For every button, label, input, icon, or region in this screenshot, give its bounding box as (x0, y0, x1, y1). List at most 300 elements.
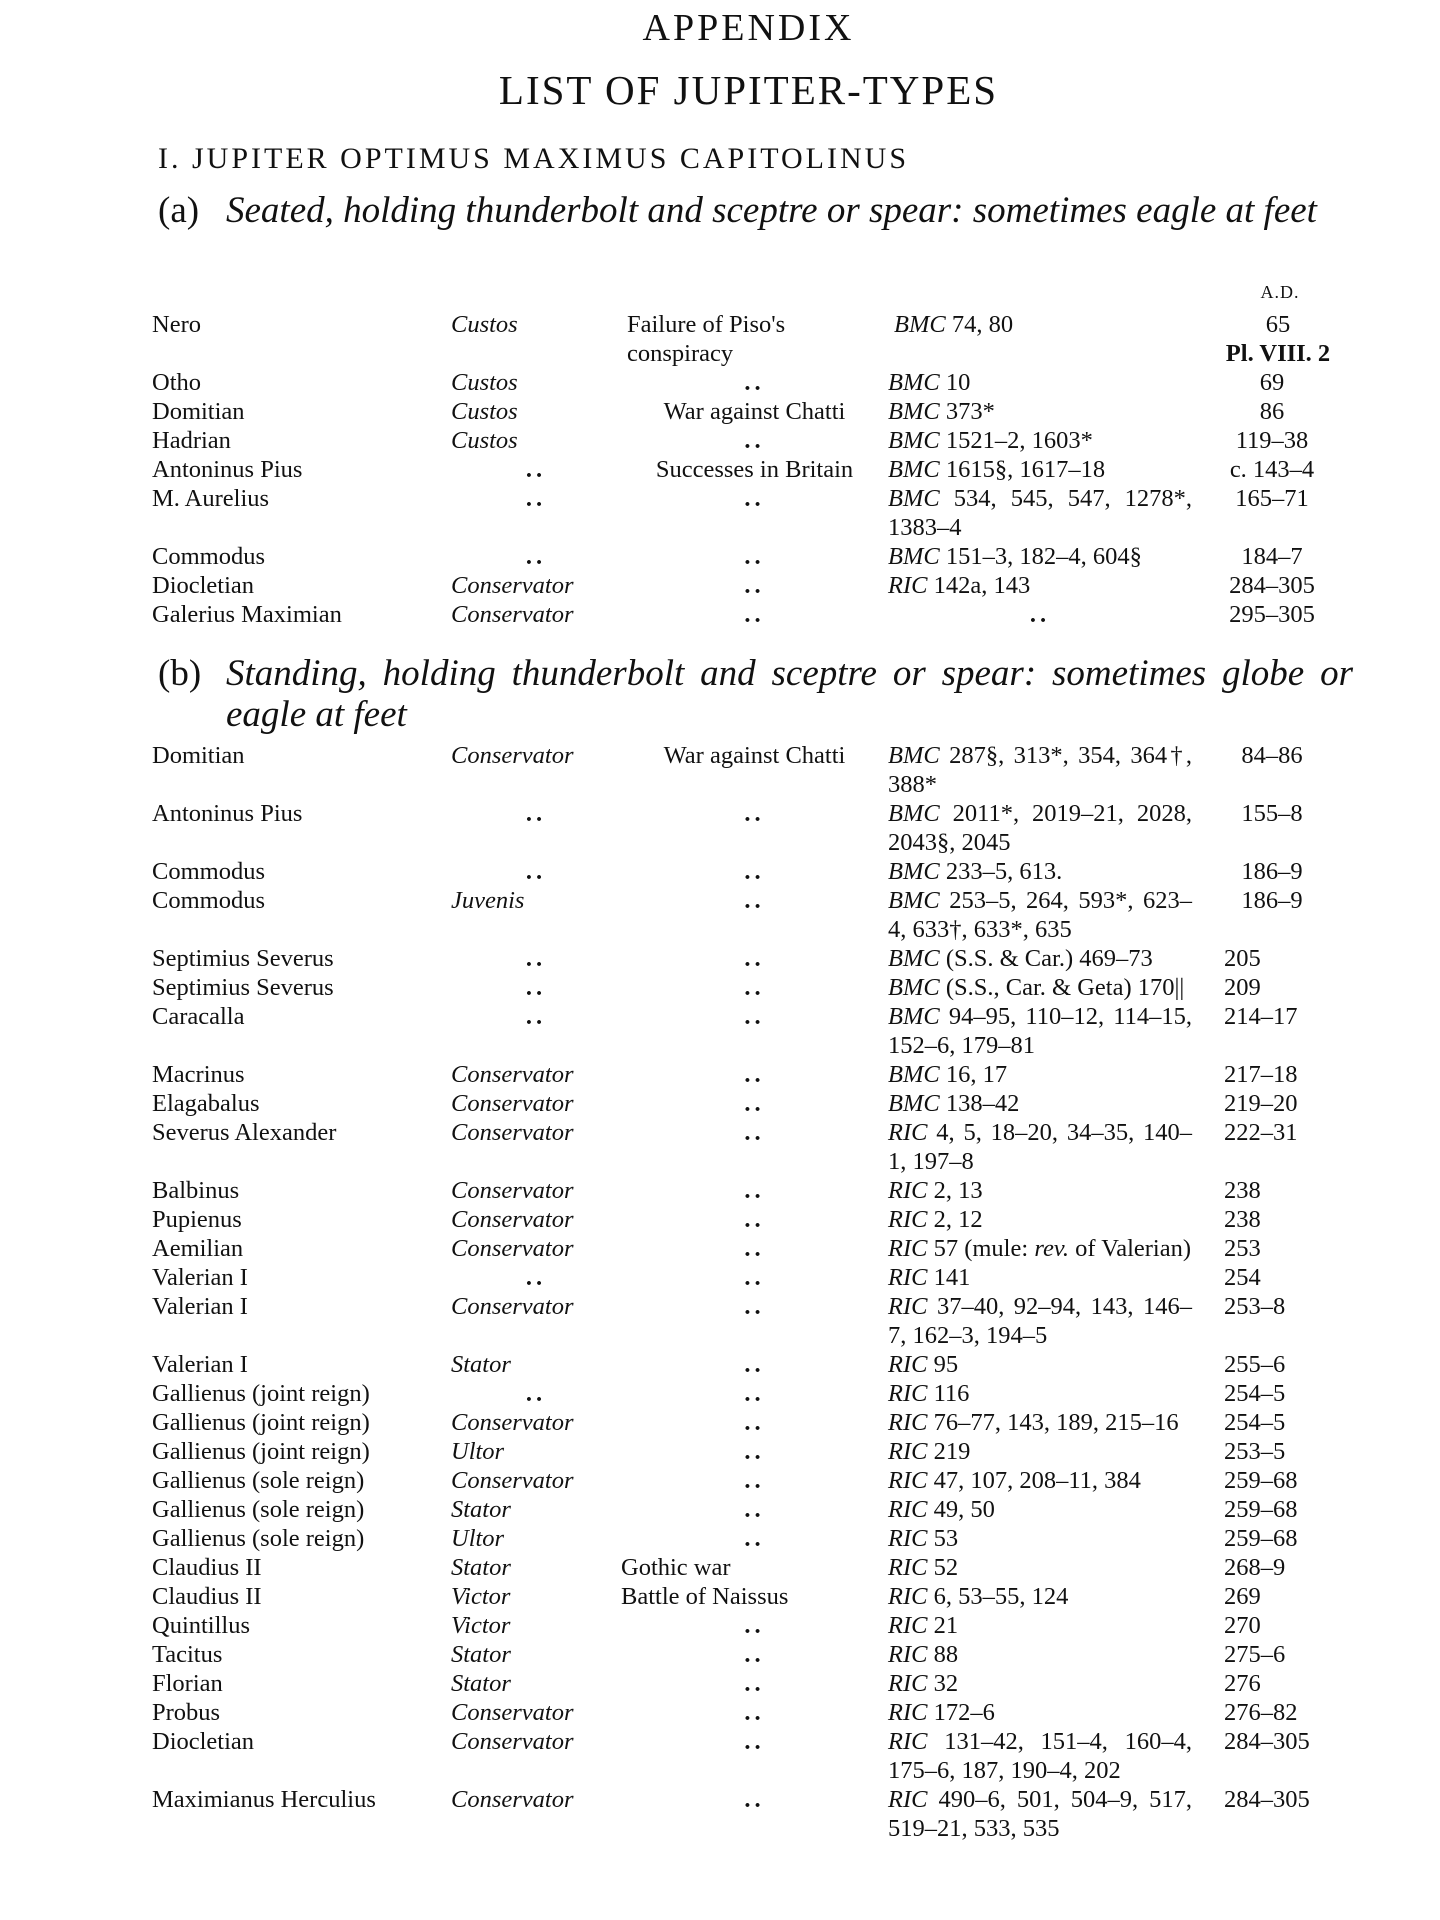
date-cell (1202, 944, 1342, 973)
epithet-cell-text: .. (525, 1380, 547, 1407)
date-value: 238 (1224, 1206, 1261, 1233)
epithet-cell-text: .. (525, 1264, 547, 1291)
emperor-cell: Balbinus (152, 1177, 240, 1204)
reference-numbers: 21 (933, 1612, 959, 1639)
event-cell-text: .. (744, 1438, 765, 1465)
table-row (152, 1350, 1352, 1379)
reference-numbers: 2, 12 (933, 1206, 983, 1233)
appendix-heading: APPENDIX (642, 7, 855, 49)
emperor-cell: Domitian (152, 398, 245, 425)
table-row (152, 1611, 1352, 1640)
table-row (152, 857, 1352, 886)
reference-numbers: 76–77, 143, 189, 215–16 (933, 1409, 1179, 1436)
table-row (152, 1176, 1352, 1205)
source-abbrev: RIC (888, 1380, 928, 1407)
date-cell (1202, 368, 1342, 397)
source-abbrev: RIC (888, 1583, 928, 1610)
event-cell-text: .. (744, 1699, 765, 1726)
date-cell (1202, 1292, 1342, 1321)
reference-numbers: 142a, 143 (933, 572, 1031, 599)
date-cell (1202, 1060, 1342, 1089)
event-cell (621, 1176, 888, 1205)
date-cell (1202, 397, 1342, 426)
event-cell-text: .. (744, 485, 765, 512)
date-value: 69 (1259, 369, 1285, 396)
date-value: 275–6 (1224, 1641, 1286, 1668)
event-cell (621, 368, 888, 397)
event-cell (621, 542, 888, 571)
emperor-cell: Commodus (152, 887, 265, 914)
date-value: 284–305 (1224, 1728, 1310, 1755)
subsection-a-heading (158, 190, 1353, 231)
table-row (152, 1698, 1352, 1727)
date-cell (1202, 542, 1342, 571)
reference-cell (888, 1350, 1202, 1379)
emperor-cell: Gallienus (joint reign) (152, 1438, 370, 1465)
epithet-cell: Victor (451, 1583, 511, 1610)
source-abbrev: BMC (888, 1061, 940, 1088)
source-abbrev: BMC (888, 398, 940, 425)
date-value: 186–9 (1241, 887, 1303, 914)
reference-cell (888, 741, 1202, 799)
date-cell (1202, 1524, 1342, 1553)
reference-cell (888, 973, 1202, 1002)
event-cell (621, 1611, 888, 1640)
date-cell (1202, 1669, 1342, 1698)
epithet-cell: Custos (451, 369, 518, 396)
source-abbrev: BMC (888, 945, 940, 972)
reference-numbers: 49, 50 (933, 1496, 995, 1523)
event-cell (621, 600, 888, 629)
emperor-cell: Diocletian (152, 1728, 255, 1755)
epithet-cell: Ultor (451, 1438, 505, 1465)
date-value: 259–68 (1224, 1525, 1298, 1552)
epithet-cell: Conservator (451, 1235, 574, 1262)
event-cell-text: .. (744, 1467, 765, 1494)
emperor-cell: Valerian I (152, 1351, 248, 1378)
emperor-cell: Gallienus (joint reign) (152, 1409, 370, 1436)
date-cell (1202, 1495, 1342, 1524)
date-value: 276–82 (1224, 1699, 1298, 1726)
date-cell (1202, 741, 1342, 770)
reference-cell (888, 571, 1202, 600)
reference-numbers: 94–95, 110–12, 114–15, 152–6, 179–81 (888, 1003, 1192, 1059)
reference-cell (888, 1524, 1202, 1553)
date-value: 259–68 (1224, 1467, 1298, 1494)
epithet-cell: Conservator (451, 1206, 574, 1233)
source-abbrev: RIC (888, 1612, 928, 1639)
reference-cell (888, 600, 1202, 629)
table-row (152, 542, 1352, 571)
emperor-cell: Severus Alexander (152, 1119, 337, 1146)
reference-cell (888, 1669, 1202, 1698)
reference-cell (888, 426, 1202, 455)
date-value: 222–31 (1224, 1119, 1298, 1146)
table-row (152, 1408, 1352, 1437)
epithet-cell-text: .. (525, 543, 547, 570)
epithet-cell-text: .. (525, 800, 547, 827)
date-value: 155–8 (1241, 800, 1303, 827)
source-abbrev: RIC (888, 1670, 928, 1697)
date-header: A.D. (1260, 282, 1300, 302)
reference-numbers: 233–5, 613. (945, 858, 1063, 885)
table-row (152, 571, 1352, 600)
reference-cell (888, 1234, 1202, 1263)
epithet-cell (451, 542, 621, 571)
emperor-cell: Antoninus Pius (152, 456, 303, 483)
reference-cell (888, 1408, 1202, 1437)
epithet-cell-text: .. (525, 945, 547, 972)
date-cell (1202, 1640, 1342, 1669)
table-row (152, 1205, 1352, 1234)
reference-numbers: 47, 107, 208–11, 384 (933, 1467, 1141, 1494)
emperor-cell: Commodus (152, 543, 265, 570)
epithet-cell: Stator (451, 1641, 511, 1668)
source-abbrev: BMC (888, 369, 940, 396)
source-abbrev: BMC (888, 800, 940, 827)
event-cell (621, 1466, 888, 1495)
event-cell-text: .. (744, 1525, 765, 1552)
date-value: 253–5 (1224, 1438, 1286, 1465)
epithet-cell (451, 1379, 621, 1408)
reference-tail: of Valerian) (1075, 1235, 1191, 1262)
event-cell: Battle of Naissus (621, 1583, 789, 1610)
table-row (152, 600, 1352, 629)
epithet-cell (451, 799, 621, 828)
emperor-cell: Antoninus Pius (152, 800, 303, 827)
epithet-cell: Conservator (451, 572, 574, 599)
date-value: 276 (1224, 1670, 1261, 1697)
event-cell (621, 1785, 888, 1814)
epithet-cell: Conservator (451, 1061, 574, 1088)
event-cell-text: .. (744, 1786, 765, 1813)
event-cell-text: .. (744, 887, 765, 914)
epithet-cell-text: .. (525, 1003, 547, 1030)
reference-numbers: 57 (mule: (933, 1235, 1029, 1262)
date-cell (1202, 600, 1342, 629)
source-abbrev: RIC (888, 1206, 928, 1233)
event-cell (621, 1263, 888, 1292)
reference-numbers: 32 (933, 1670, 959, 1697)
date-value: 219–20 (1224, 1090, 1298, 1117)
emperor-cell: Valerian I (152, 1293, 248, 1320)
epithet-cell: Victor (451, 1612, 511, 1639)
date-cell (1202, 1002, 1342, 1031)
reference-cell (888, 1437, 1202, 1466)
event-cell (621, 857, 888, 886)
table-row (152, 741, 1352, 799)
epithet-cell: Ultor (451, 1525, 505, 1552)
source-abbrev: RIC (888, 1438, 928, 1465)
epithet-cell (451, 1263, 621, 1292)
date-value: 268–9 (1224, 1554, 1286, 1581)
table-row (152, 1089, 1352, 1118)
epithet-cell (451, 973, 621, 1002)
table-row (152, 1727, 1352, 1785)
source-abbrev: BMC (888, 858, 940, 885)
table-standing (152, 741, 1352, 1843)
emperor-cell: Septimius Severus (152, 945, 334, 972)
reference-numbers: 88 (933, 1641, 959, 1668)
date-cell (1202, 426, 1342, 455)
event-cell (621, 1118, 888, 1147)
event-cell-text: .. (744, 1612, 765, 1639)
emperor-cell: Elagabalus (152, 1090, 260, 1117)
reference-numbers: 2, 13 (933, 1177, 983, 1204)
date-value: c. 143–4 (1229, 456, 1315, 483)
reference-cell (888, 542, 1202, 571)
emperor-cell: Pupienus (152, 1206, 242, 1233)
source-abbrev: RIC (888, 1351, 928, 1378)
date-cell (1202, 1698, 1342, 1727)
source-abbrev: RIC (888, 1119, 928, 1146)
list-title: LIST OF JUPITER-TYPES (498, 67, 999, 113)
event-cell-text: .. (744, 1003, 765, 1030)
reference-numbers: 219 (933, 1438, 971, 1465)
source-abbrev: BMC (888, 742, 940, 769)
date-cell (1202, 857, 1342, 886)
table-row (152, 1437, 1352, 1466)
source-abbrev: RIC (888, 1264, 928, 1291)
source-abbrev: RIC (888, 1525, 928, 1552)
epithet-cell-text: .. (525, 485, 547, 512)
date-cell (1202, 1727, 1342, 1756)
emperor-cell: Domitian (152, 742, 245, 769)
reference-cell (888, 1379, 1202, 1408)
event-cell (621, 1002, 888, 1031)
date-cell (1202, 1611, 1342, 1640)
reference-numbers: 141 (933, 1264, 971, 1291)
emperor-cell: Probus (152, 1699, 221, 1726)
event-cell-text: .. (744, 1264, 765, 1291)
event-cell (621, 973, 888, 1002)
reference-cell (888, 1060, 1202, 1089)
emperor-cell: Commodus (152, 858, 265, 885)
date-value: 214–17 (1224, 1003, 1298, 1030)
event-cell-text: .. (744, 1351, 765, 1378)
epithet-cell: Conservator (451, 1293, 574, 1320)
table-row (152, 973, 1352, 1002)
date-value: 253–8 (1224, 1293, 1286, 1320)
source-abbrev: RIC (888, 1728, 928, 1755)
epithet-cell: Custos (451, 311, 518, 338)
date-cell (1202, 1379, 1342, 1408)
reference-cell (888, 1640, 1202, 1669)
event-cell (621, 1669, 888, 1698)
subsection-a-text: Seated, holding thunderbolt and sceptre or spear: sometimes eagle at feet (226, 190, 1317, 231)
date-cell (1202, 484, 1342, 513)
reference-numbers: 138–42 (945, 1090, 1020, 1117)
emperor-cell: Aemilian (152, 1235, 244, 1262)
source-abbrev: BMC (894, 311, 946, 338)
table-row (152, 1640, 1352, 1669)
reference-numbers: (S.S. & Car.) 469–73 (945, 945, 1153, 972)
date-cell (1202, 1205, 1342, 1234)
epithet-cell: Conservator (451, 1409, 574, 1436)
source-abbrev: BMC (888, 543, 940, 570)
event-cell (621, 1495, 888, 1524)
reference-cell (888, 1466, 1202, 1495)
event-cell (621, 1060, 888, 1089)
reference-cell (888, 1089, 1202, 1118)
reference-numbers: 172–6 (933, 1699, 995, 1726)
table-row (152, 455, 1352, 484)
event-cell-text: .. (744, 1641, 765, 1668)
reference-numbers: 373* (945, 398, 995, 425)
event-cell (621, 571, 888, 600)
emperor-cell: Nero (152, 311, 201, 338)
event-cell-text: .. (744, 945, 765, 972)
source-abbrev: BMC (888, 1003, 940, 1030)
source-abbrev: RIC (888, 1554, 928, 1581)
table-row (152, 944, 1352, 973)
table-row (152, 1234, 1352, 1263)
reference-cell (888, 1205, 1202, 1234)
reference-cell (888, 1495, 1202, 1524)
reference-numbers: 6, 53–55, 124 (933, 1583, 1069, 1610)
emperor-cell: Septimius Severus (152, 974, 334, 1001)
emperor-cell: Maximianus Herculius (152, 1786, 376, 1813)
table-row (152, 1002, 1352, 1060)
table-seated (152, 310, 1352, 629)
date-cell (1202, 886, 1342, 915)
date-value: 165–71 (1235, 485, 1309, 512)
reference-cell (888, 1553, 1202, 1582)
reference-numbers: 253–5, 264, 593*, 623–4, 633†, 633*, 635 (888, 887, 1193, 943)
reference-cell (888, 1118, 1202, 1176)
date-value: 254–5 (1224, 1409, 1286, 1436)
epithet-cell: Juvenis (451, 887, 525, 914)
table-row (152, 1524, 1352, 1553)
event-cell-text: .. (744, 1090, 765, 1117)
emperor-cell: Macrinus (152, 1061, 245, 1088)
date-value: 86 (1259, 398, 1285, 425)
event-cell (621, 1640, 888, 1669)
event-cell: Failure of Piso's conspiracy (627, 311, 786, 367)
date-cell (1202, 1176, 1342, 1205)
reference-numbers: 151–3, 182–4, 604§ (945, 543, 1142, 570)
source-abbrev: BMC (888, 974, 940, 1001)
date-value: 119–38 (1235, 427, 1309, 454)
reference-numbers: 116 (933, 1380, 970, 1407)
reference-numbers: 74, 80 (951, 311, 1014, 338)
event-cell (621, 944, 888, 973)
table-row (152, 397, 1352, 426)
event-cell (621, 799, 888, 828)
reference-numbers: 287§, 313*, 354, 364†, 388* (888, 742, 1193, 798)
date-value: 238 (1224, 1177, 1261, 1204)
table-row (152, 1118, 1352, 1176)
table-row (152, 1292, 1352, 1350)
date-cell (1202, 1263, 1342, 1292)
reference-cell (888, 484, 1202, 542)
emperor-cell: Gallienus (sole reign) (152, 1496, 365, 1523)
reference-cell (888, 1785, 1202, 1843)
date-cell (1202, 571, 1342, 600)
epithet-cell: Conservator (451, 1467, 574, 1494)
event-cell-text: .. (744, 1206, 765, 1233)
source-abbrev: RIC (888, 1177, 928, 1204)
event-cell-text: .. (744, 1293, 765, 1320)
date-value: 254 (1224, 1264, 1261, 1291)
emperor-cell: Quintillus (152, 1612, 251, 1639)
reference-numbers: 131–42, 151–4, 160–4, 175–6, 187, 190–4, 202 (888, 1728, 1192, 1784)
date-cell (1202, 1582, 1342, 1611)
source-abbrev: BMC (888, 427, 940, 454)
table-row (152, 1669, 1352, 1698)
epithet-cell (451, 1002, 621, 1031)
source-abbrev: BMC (888, 485, 940, 512)
epithet-cell: Stator (451, 1670, 511, 1697)
source-abbrev: RIC (888, 1641, 928, 1668)
source-abbrev: RIC (888, 1699, 928, 1726)
reference-numbers: 4, 5, 18–20, 34–35, 140–1, 197–8 (888, 1119, 1193, 1175)
emperor-cell: M. Aurelius (152, 485, 270, 512)
event-cell: Gothic war (621, 1554, 731, 1581)
emperor-cell: Gallienus (joint reign) (152, 1380, 370, 1407)
table-row (152, 484, 1352, 542)
event-cell-text: .. (744, 1235, 765, 1262)
date-value: 186–9 (1241, 858, 1303, 885)
event-cell (621, 426, 888, 455)
event-cell-text: .. (744, 1728, 765, 1755)
source-abbrev: RIC (888, 1496, 928, 1523)
event-cell: War against Chatti (663, 398, 846, 425)
epithet-cell: Custos (451, 398, 518, 425)
table-row (152, 310, 1352, 368)
date-value: 269 (1224, 1583, 1261, 1610)
date-cell (1202, 1234, 1342, 1263)
event-cell-text: .. (744, 1496, 765, 1523)
epithet-cell (451, 944, 621, 973)
date-value: 284–305 (1229, 572, 1315, 599)
table-row (152, 1379, 1352, 1408)
date-value: 253 (1224, 1235, 1261, 1262)
reference-cell (888, 1727, 1202, 1785)
event-cell (621, 1408, 888, 1437)
event-cell (621, 1089, 888, 1118)
date-cell (1202, 1118, 1342, 1147)
event-cell (621, 1292, 888, 1321)
reference-cell (888, 1176, 1202, 1205)
event-cell: War against Chatti (663, 742, 846, 769)
event-cell-text: .. (744, 601, 765, 628)
epithet-cell: Stator (451, 1554, 511, 1581)
event-cell (621, 886, 888, 915)
emperor-cell: Diocletian (152, 572, 255, 599)
section-title: I. JUPITER OPTIMUS MAXIMUS CAPITOLINUS (158, 142, 910, 175)
emperor-cell: Gallienus (sole reign) (152, 1467, 365, 1494)
event-cell-text: .. (744, 369, 765, 396)
event-cell (621, 1350, 888, 1379)
source-abbrev: RIC (888, 1409, 928, 1436)
event-cell-text: .. (744, 974, 765, 1001)
table-row (152, 1263, 1352, 1292)
epithet-cell: Conservator (451, 1090, 574, 1117)
epithet-cell: Stator (451, 1496, 511, 1523)
event-cell (621, 1234, 888, 1263)
reference-cell (888, 397, 1202, 426)
table-row (152, 1495, 1352, 1524)
source-abbrev: RIC (888, 1786, 928, 1813)
emperor-cell: Otho (152, 369, 201, 396)
source-abbrev: BMC (888, 456, 940, 483)
reference-numbers: 37–40, 92–94, 143, 146–7, 162–3, 194–5 (888, 1293, 1193, 1349)
reference-numbers: 53 (933, 1525, 959, 1552)
date-cell (1202, 1089, 1342, 1118)
epithet-cell: Conservator (451, 1177, 574, 1204)
date-value: 65 (1265, 311, 1291, 338)
